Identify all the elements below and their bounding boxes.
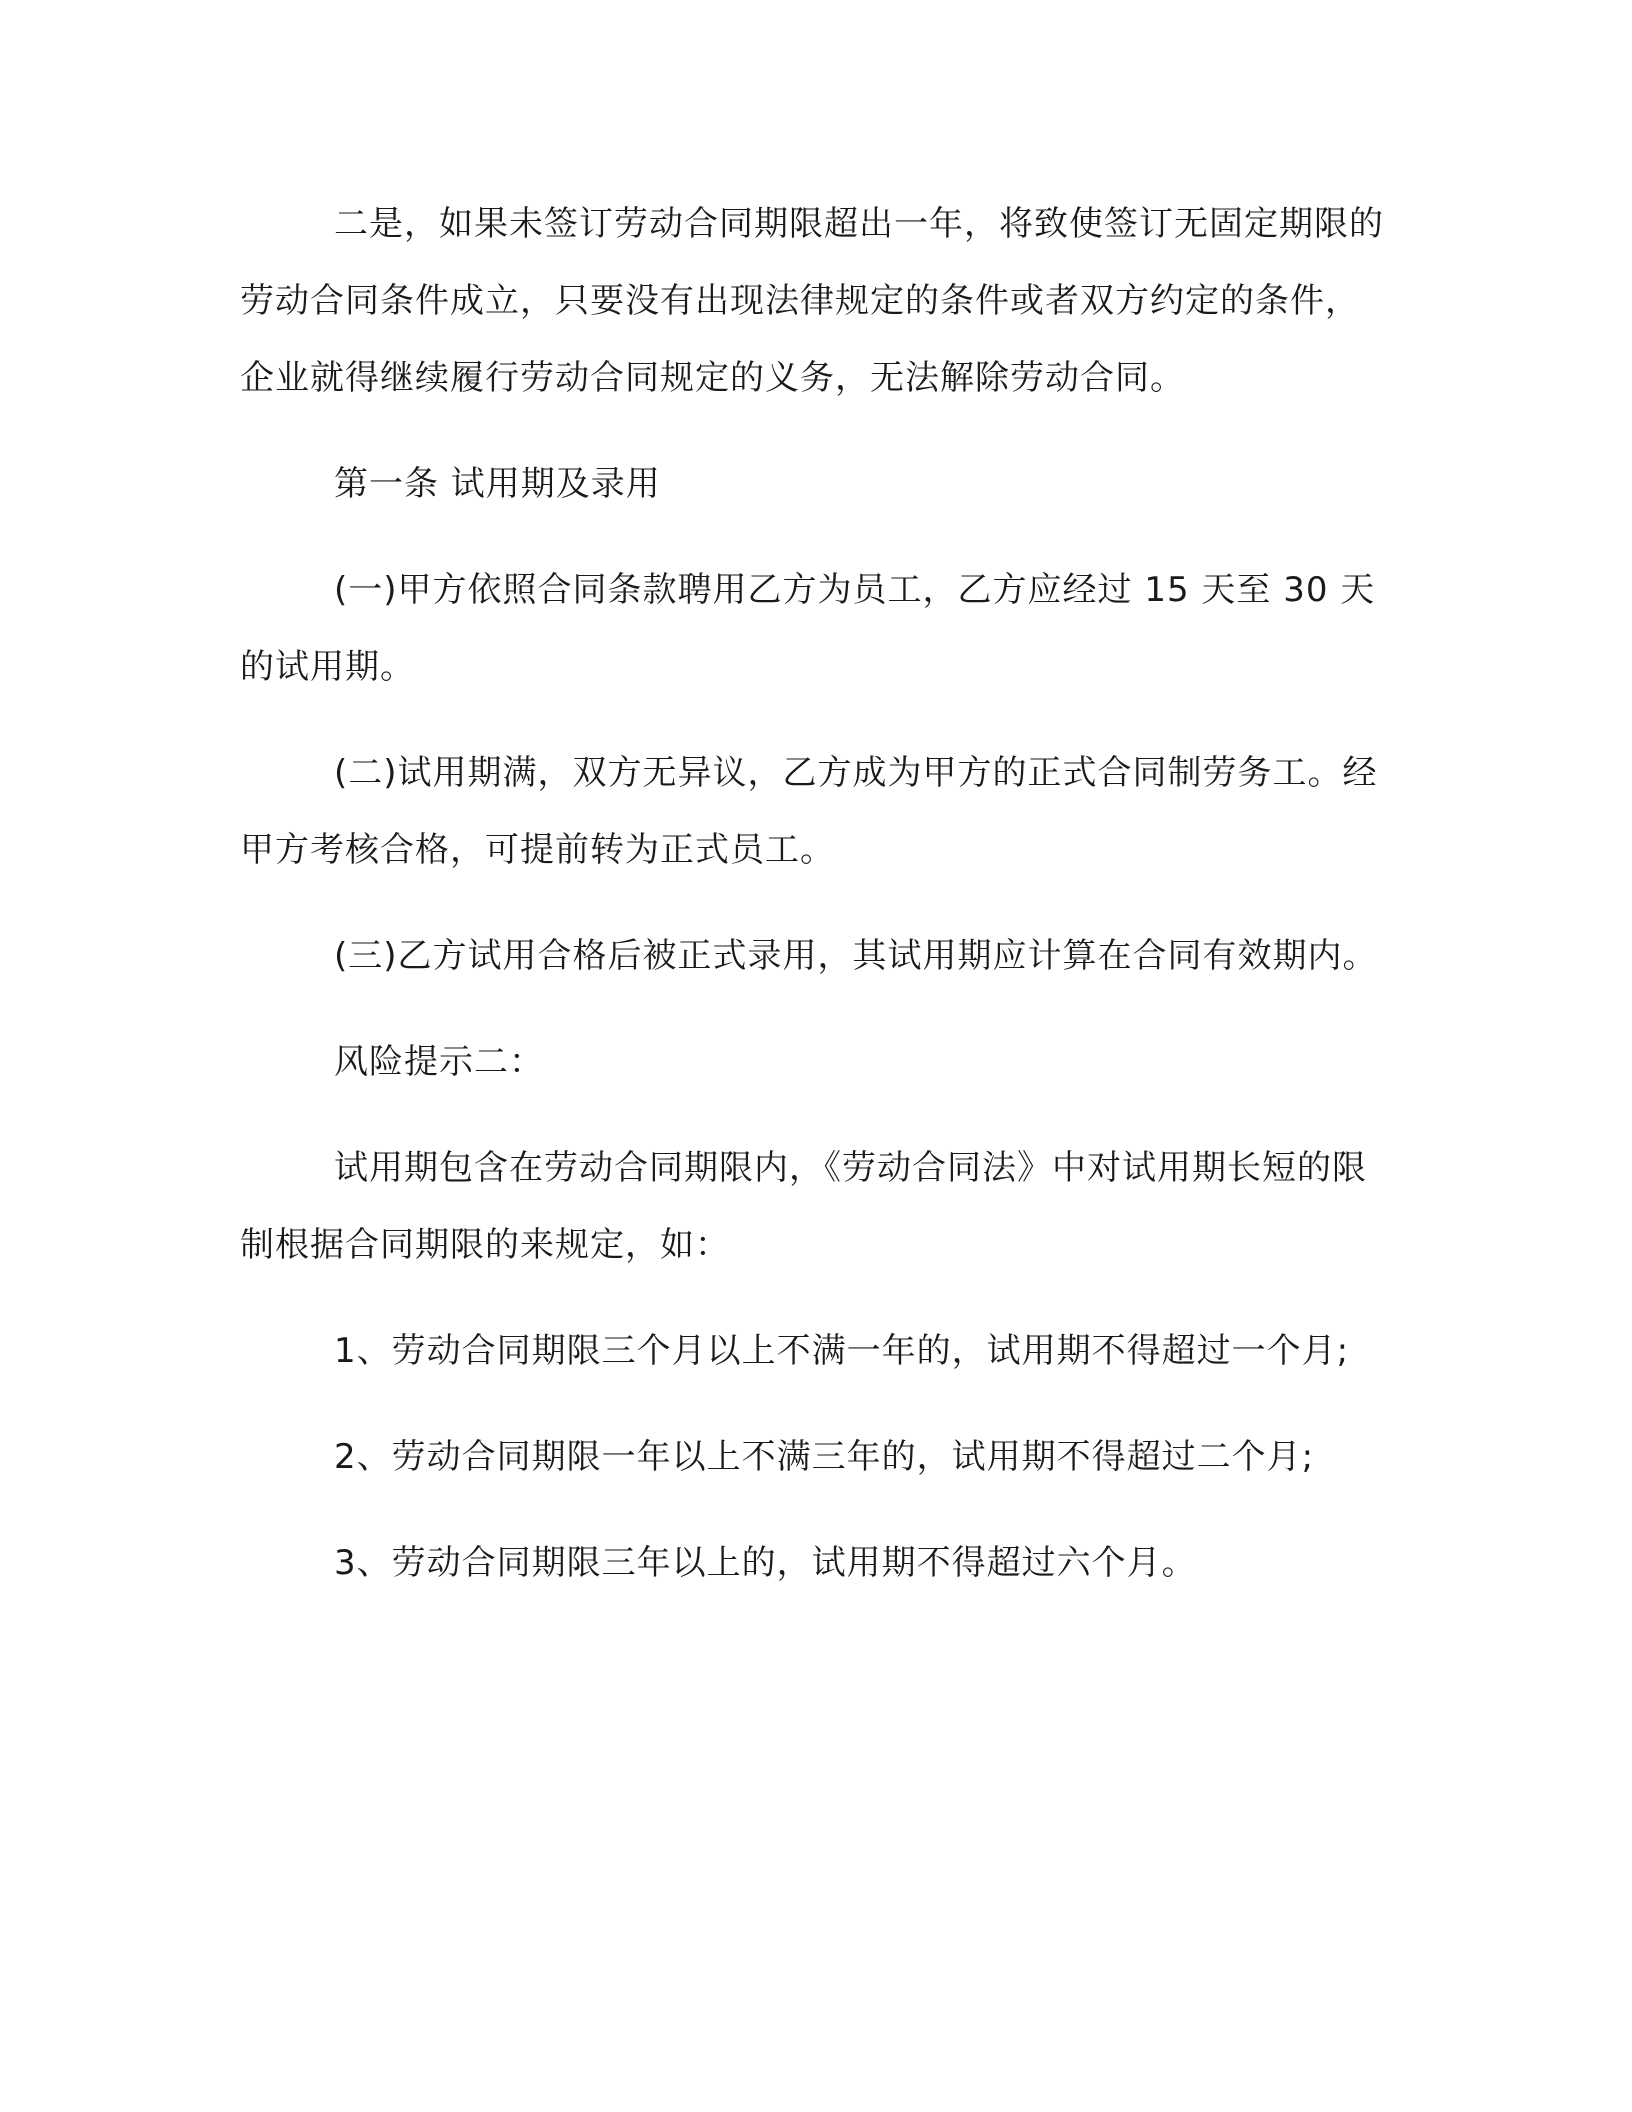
document-body — [240, 186, 1390, 1631]
paragraph-probation-law: 试用期包含在劳动合同期限内，《劳动合同法》中对试用期长短的限制根据合同期限的来规定，如： — [240, 1148, 1367, 1265]
clause-2-probation-end: (二)试用期满，双方无异议，乙方成为甲方的正式合同制劳务工。经甲方考核合格，可提前转为正式员工。 — [240, 753, 1378, 870]
risk-notice-heading: 风险提示二： — [334, 1042, 544, 1082]
list-item-3: 3、劳动合同期限三年以上的，试用期不得超过六个月。 — [334, 1543, 1197, 1583]
paragraph-contract-term-risk: 二是，如果未签订劳动合同期限超出一年，将致使签订无固定期限的劳动合同条件成立，只要没有出现法律规定的条件或者双方约定的条件，企业就得继续履行劳动合同规定的义务，无法解除劳动合同。 — [240, 204, 1384, 398]
list-item-1: 1、劳动合同期限三个月以上不满一年的，试用期不得超过一个月; — [334, 1331, 1350, 1371]
clause-3-formal-employment: (三)乙方试用合格后被正式录用，其试用期应计算在合同有效期内。 — [334, 936, 1378, 976]
section-heading-probation: 第一条 试用期及录用 — [334, 464, 661, 504]
list-item-2: 2、劳动合同期限一年以上不满三年的，试用期不得超过二个月; — [334, 1437, 1315, 1477]
clause-1-probation-period: (一)甲方依照合同条款聘用乙方为员工，乙方应经过 15 天至 30 天的试用期。 — [240, 570, 1376, 687]
